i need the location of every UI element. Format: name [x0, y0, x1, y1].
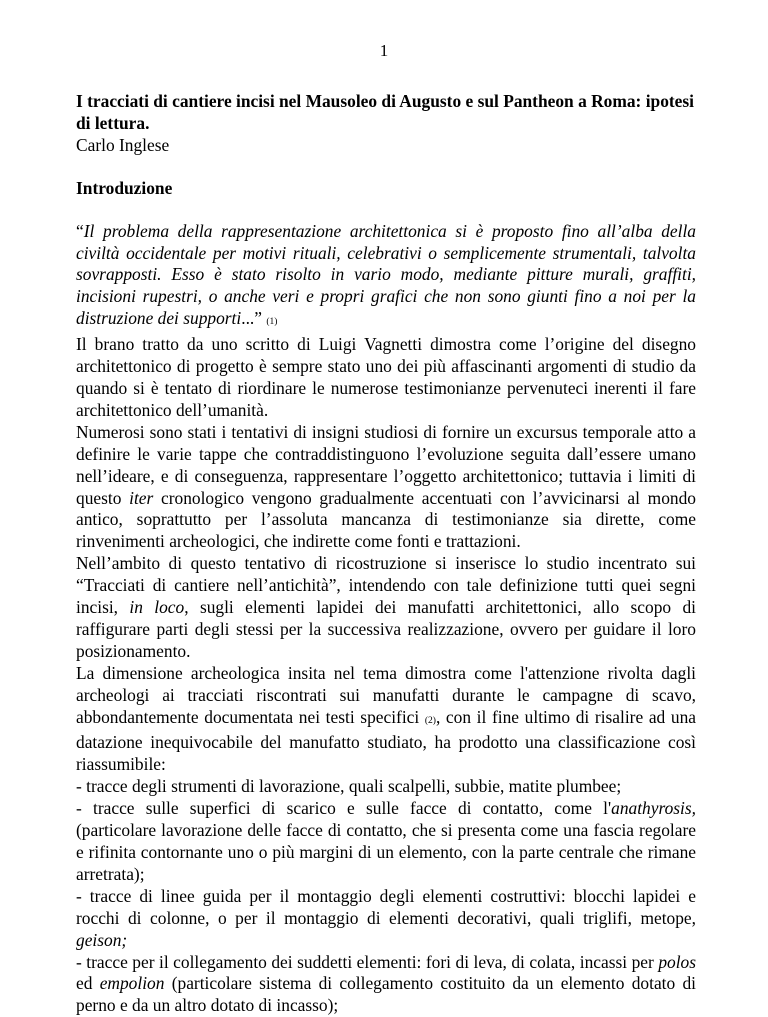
list-item-2: [76, 798, 696, 886]
text-run: Nell’ambito di questo tentativo di ricostruzione si inserisce lo studio incentrato sui “Tracciati di cantiere nell’antichità”, intendendo con tale definizione tutti quei segni incisi,: [76, 553, 696, 618]
document-title: I tracciati di cantiere incisi nel Mausoleo di Augusto e sul Pantheon a Roma: ipotesi di lettura.: [76, 91, 695, 133]
quote-text: Il problema della rappresentazione architettonica si è proposto fino all’alba della civiltà occidentale per motivi rituali, celebrativi o semplicemente strumentali, talvolta sovrapposti. Esso è stato risolto in vario modo, mediante pitture murali, graffiti, incisioni rupestri, o anche veri e propri grafici che non sono giunti fino a noi per la distruzione dei supporti: [76, 220, 696, 329]
quote-open: “: [76, 220, 84, 241]
quote-close: ...”: [241, 308, 262, 329]
paragraph-2: [76, 422, 696, 553]
text-run: - tracce sulle superfici di scarico e sulle facce di contatto, come l': [76, 798, 612, 819]
text-run: - tracce per il collegamento dei suddetti elementi: fori di leva, di colata, incassi per: [76, 951, 659, 972]
footnote-ref-1: (1): [266, 317, 278, 328]
text-run: , con il fine ultimo di risalire ad una datazione inequivocabile del manufatto studiato, ha prodotto una classificazione così riassumibile:: [76, 706, 696, 775]
section-heading: Introduzione: [76, 177, 173, 198]
paragraph-1: Il brano tratto da uno scritto di Luigi Vagnetti dimostra come l’origine del disegno architettonico di progetto è sempre stato uno dei più affascinanti argomenti di studio da quando si è tentato di riordinare le numerose testimonianze pervenuteci inerenti il fare architettonico dell’umanità.: [76, 334, 696, 420]
italic-term: polos: [658, 951, 696, 972]
text-run: , sugli elementi lapidei dei manufatti architettonici, allo scopo di raffigurare parti degli stessi per la successiva realizzazione, ovvero per guidare il loro posizionamento.: [76, 597, 696, 661]
list-item-4: [76, 952, 696, 1017]
footnote-ref-2: (2): [424, 715, 436, 726]
text-run: Numerosi sono stati i tentativi di insigni studiosi di fornire un excursus temporale atto a definire le varie tappe che contraddistinguono l’evoluzione seguita dall’essere umano nell’ideare, e di conseguenza, rappresentare l’oggetto architettonico; tuttavia i limiti di questo: [76, 421, 696, 508]
paragraph-4: [76, 663, 696, 777]
text-run: (particolare lavorazione delle facce di contatto, che si presenta come una fascia regolare e rifinita contornante uno o più margini di un elemento, con la parte centrale che rimane arretrata);: [76, 820, 696, 884]
text-run: ed: [76, 973, 100, 994]
text-run: (particolare sistema di collegamento costituito da un elemento dotato di perno e da un altro dotato di incasso);: [76, 973, 697, 1016]
text-run: La dimensione archeologica insita nel tema dimostra come l'attenzione rivolta dagli archeologi ai tracciati riscontrati sui manufatti durante le campagne di scavo, abbondantemente documentata nei testi specifici: [76, 662, 696, 727]
page-number: 1: [379, 41, 389, 60]
italic-term: geison;: [76, 929, 128, 950]
quote-paragraph: [76, 221, 696, 335]
document-body: [76, 91, 696, 1017]
paragraph-3: [76, 553, 696, 663]
italic-term: in loco: [129, 597, 185, 618]
list-item-3: [76, 886, 696, 952]
italic-term: empolion: [99, 973, 165, 994]
italic-term: iter: [129, 487, 154, 508]
list-item-1: - tracce degli strumenti di lavorazione, quali scalpelli, subbie, matite plumbee;: [76, 776, 622, 797]
text-run: - tracce di linee guida per il montaggio degli elementi costruttivi: blocchi lapidei e rocchi di colonne, o per il montaggio di elementi decorativi, quali triglifi, metope,: [76, 885, 696, 928]
text-run: cronologico vengono gradualmente accentuati con l’avvicinarsi al mondo antico, soprattutto per l’assoluta mancanza di testimonianze sia dirette, come rinvenimenti archeologici, che indirette come fonti e trattazioni.: [76, 487, 696, 552]
italic-term: anathyrosis,: [611, 798, 696, 819]
author: Carlo Inglese: [76, 134, 170, 155]
